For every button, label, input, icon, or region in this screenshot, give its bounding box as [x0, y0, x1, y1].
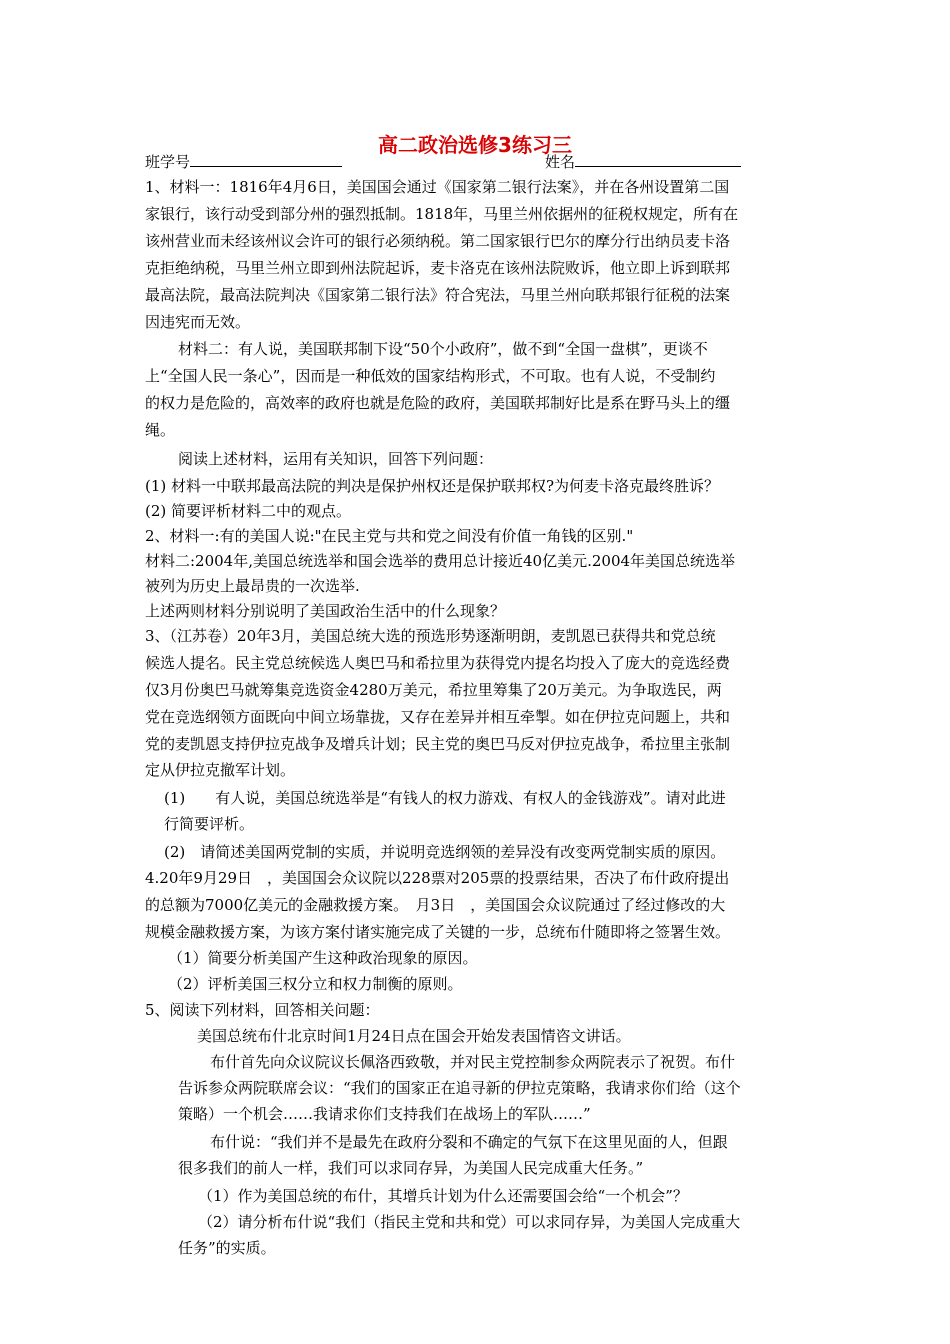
question-line: （2）请分析布什说“我们（指民主党和共和党）可以求同存异，为美国人完成重大 [198, 1213, 741, 1231]
text-line: 很多我们的前人一样，我们可以求同存异，为美国人民完成重大任务。” [178, 1159, 644, 1177]
text-line: 候选人提名。民主党总统候选人奥巴马和希拉里为获得党内提名均投入了庞大的竞选经费 [145, 654, 731, 672]
class-number-label: 班学号 [145, 153, 191, 171]
text-line: 美国总统布什北京时间1月24日点在国会开始发表国情咨文讲话。 [197, 1027, 631, 1045]
text-line: 的总额为7000亿美元的金融救援方案。 月3日 ，美国国会众议院通过了经过修改的大 [145, 896, 726, 914]
text-line: 的权力是危险的，高效率的政府也就是危险的政府，美国联邦制好比是系在野马头上的缰 [145, 394, 731, 412]
question-line: (2) 请简述美国两党制的实质，并说明竞选纲领的差异没有改变两党制实质的原因。 [164, 843, 726, 861]
text-line: 克拒绝纳税，马里兰州立即到州法院起诉，麦卡洛克在该州法院败诉，他立即上诉到联邦 [145, 259, 731, 277]
text-line: 告诉参众两院联席会议：“我们的国家正在追寻新的伊拉克策略，我请求你们给（这个 [178, 1079, 741, 1097]
question-line: （1）作为美国总统的布什，其增兵计划为什么还需要国会给“一个机会”？ [198, 1187, 688, 1205]
text-line: 仅3月份奥巴马就筹集竞选资金4280万美元，希拉里筹集了20万美元。为争取选民，两 [145, 681, 722, 699]
question-line: 上述两则材料分别说明了美国政治生活中的什么现象？ [145, 602, 506, 620]
name-label: 姓名 [545, 153, 576, 171]
text-line: 1、材料一：1816年4月6日，美国国会通过《国家第二银行法案》，并在各州设置第二国 [145, 178, 730, 196]
text-line: 材料二：有人说，美国联邦制下设“50个小政府”，做不到“全国一盘棋”，更谈不 [178, 340, 708, 358]
text-line: 策略）一个机会……我请求你们支持我们在战场上的军队……” [178, 1105, 591, 1123]
question-line: 行简要评析。 [164, 815, 255, 833]
question-line: （1）简要分析美国产生这种政治现象的原因。 [168, 949, 478, 967]
text-line: 绳。 [145, 421, 176, 439]
text-line: 5、阅读下列材料，回答相关问题： [145, 1001, 380, 1019]
text-line: 最高法院，最高法院判决《国家第二银行法》符合宪法，马里兰州向联邦银行征税的法案 [145, 286, 731, 304]
text-line: 家银行，该行动受到部分州的强烈抵制。1818年，马里兰州依据州的征税权规定，所有在 [145, 205, 739, 223]
text-line: 材料二:2004年,美国总统选举和国会选举的费用总计接近40亿美元.2004年美国总统选举 [145, 552, 736, 570]
text-line: 党的麦凯恩支持伊拉克战争及增兵计划；民主党的奥巴马反对伊拉克战争，希拉里主张制 [145, 735, 731, 753]
question-line: (1) 材料一中联邦最高法院的判决是保护州权还是保护联邦权?为何麦卡洛克最终胜诉？ [145, 477, 720, 495]
question-line: 任务”的实质。 [178, 1239, 276, 1257]
text-line: 上“全国人民一条心”，因而是一种低效的国家结构形式，不可取。也有人说，不受制约 [145, 367, 716, 385]
text-line: 阅读上述材料，运用有关知识，回答下列问题： [178, 450, 494, 468]
text-line: 4.20年9月29日 ，美国国会众议院以228票对205票的投票结果，否决了布什政府提出 [145, 869, 730, 887]
question-line: (2) 简要评析材料二中的观点。 [145, 502, 352, 520]
student-info-row [145, 150, 741, 174]
name-blank[interactable] [575, 150, 741, 167]
text-line: 2、材料一:有的美国人说:"在民主党与共和党之间没有价值一角钱的区别." [145, 527, 634, 545]
text-line: 党在竞选纲领方面既向中间立场靠拢，又存在差异并相互牵掣。如在伊拉克问题上，共和 [145, 708, 731, 726]
text-line: 因违宪而无效。 [145, 313, 251, 331]
page-title: 高二政治选修3练习三 [378, 133, 572, 157]
text-line: 该州营业而未经该州议会许可的银行必须纳税。第二国家银行巴尔的摩分行出纳员麦卡洛 [145, 232, 731, 250]
text-line: 3、（江苏卷）20年3月，美国总统大选的预选形势逐渐明朗，麦凯恩已获得共和党总统 [145, 627, 716, 645]
question-line: （2）评析美国三权分立和权力制衡的原则。 [168, 975, 463, 993]
class-number-blank[interactable] [190, 150, 342, 167]
text-line: 被列为历史上最昂贵的一次选举. [145, 577, 360, 595]
text-line: 定从伊拉克撤军计划。 [145, 761, 296, 779]
question-line: (1) 有人说，美国总统选举是“有钱人的权力游戏、有权人的金钱游戏”。请对此进 [164, 789, 726, 807]
text-line: 规模金融救援方案，为该方案付诸实施完成了关键的一步，总统布什随即将之签署生效。 [145, 923, 731, 941]
text-line: 布什首先向众议院议长佩洛西致敬，并对民主党控制参众两院表示了祝贺。布什 [210, 1053, 736, 1071]
text-line: 布什说：“我们并不是最先在政府分裂和不确定的气氛下在这里见面的人，但跟 [210, 1133, 728, 1151]
